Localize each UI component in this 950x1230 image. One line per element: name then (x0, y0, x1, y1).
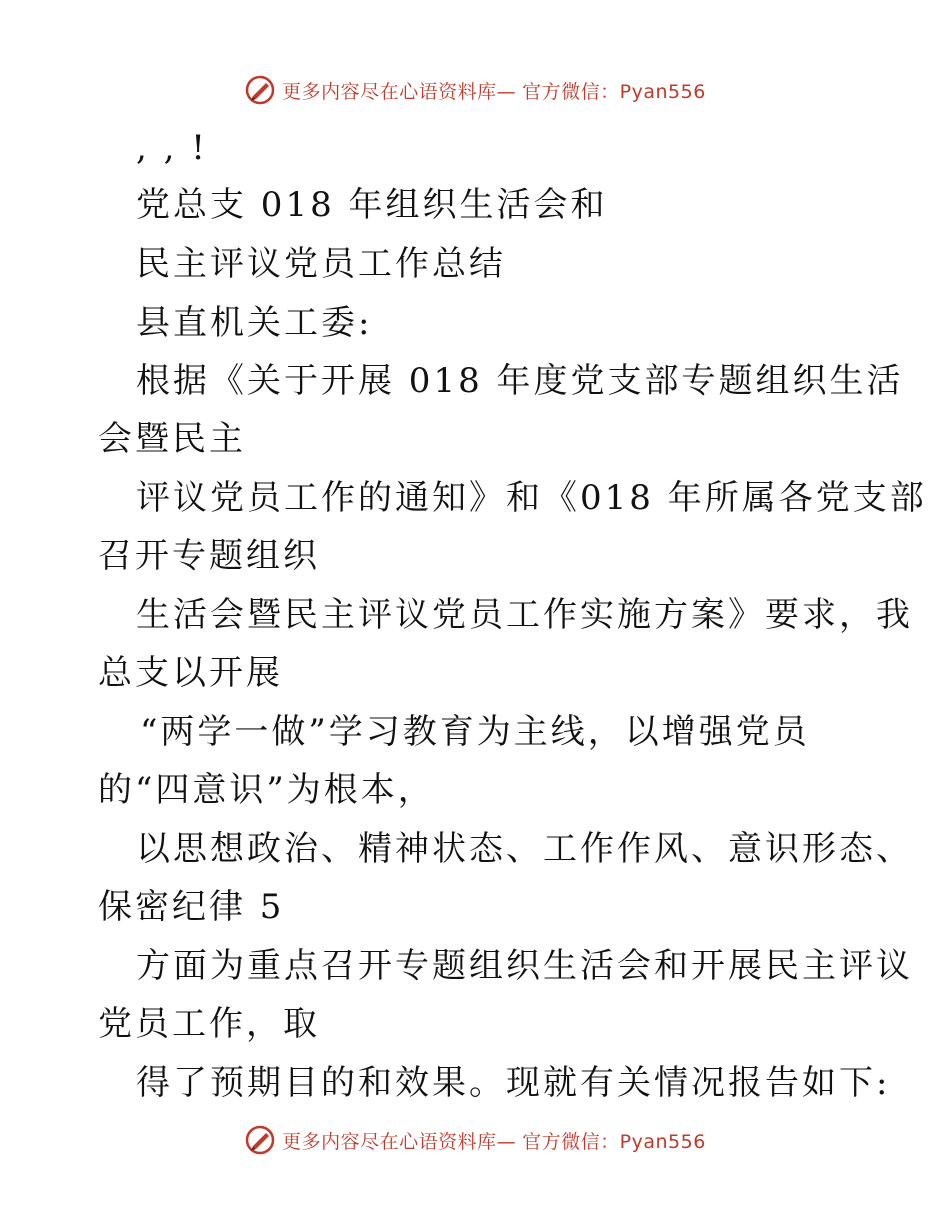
banner-text: 更多内容尽在心语资料库— (282, 80, 517, 103)
banner-wechat: 官方微信：Pyan556 (522, 80, 706, 103)
header-banner (0, 70, 950, 110)
document-title-line-2: 民主评议党员工作总结 (136, 244, 506, 284)
footer-banner (0, 1120, 950, 1160)
text-line: 总支以开展 (98, 653, 283, 693)
banner-text: 更多内容尽在心语资料库— (282, 1130, 517, 1153)
text-line: 会暨民主 (98, 419, 246, 459)
text-line: 的“四意识”为根本， (98, 770, 435, 810)
text-line: 以思想政治、精神状态、工作作风、意识形态、 (136, 829, 913, 869)
text-line: 方面为重点召开专题组织生活会和开展民主评议 (136, 946, 913, 986)
pen-heart-logo-icon (244, 1124, 276, 1156)
text-line: , , ! (136, 128, 208, 168)
document-title-line-1: 党总支 018 年组织生活会和 (136, 185, 608, 225)
pen-heart-logo-icon (244, 74, 276, 106)
text-line: 党员工作，取 (98, 1004, 320, 1044)
text-line: 评议党员工作的通知》和《018 年所属各党支部 (136, 478, 927, 518)
text-line: 根据《关于开展 018 年度党支部专题组织生活 (136, 361, 904, 401)
text-line: 保密纪律 5 (98, 887, 285, 927)
text-line: 得了预期目的和效果。现就有关情况报告如下: (136, 1063, 891, 1103)
text-line: 召开专题组织 (98, 536, 320, 576)
addressee: 县直机关工委: (136, 303, 373, 343)
banner-wechat: 官方微信：Pyan556 (522, 1130, 706, 1153)
text-line: 生活会暨民主评议党员工作实施方案》要求，我 (136, 595, 913, 635)
text-line: “两学一做”学习教育为主线，以增强党员 (140, 712, 810, 752)
